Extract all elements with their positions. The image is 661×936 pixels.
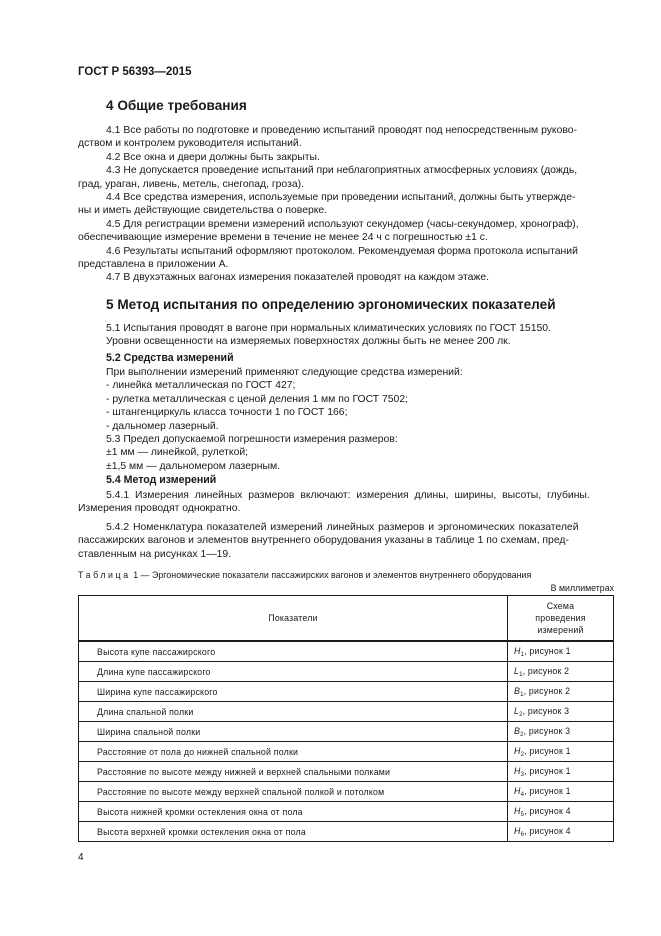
symbol: H	[514, 765, 521, 776]
table-row	[79, 802, 614, 822]
list-item: - рулетка металлическая с ценой деления 1 мм по ГОСТ 7502;	[106, 393, 409, 405]
indicator-name: Длина купе пассажирского	[79, 662, 508, 682]
para-5-4-1-line2: Измерения проводят однократно.	[78, 503, 241, 515]
table-row	[79, 702, 614, 722]
section-4-body	[78, 124, 614, 285]
indicator-name: Высота купе пассажирского	[79, 641, 508, 662]
symbol-index: 4	[520, 791, 525, 798]
list-item: - штангенциркуль класса точности 1 по ГОСТ 166;	[106, 407, 348, 419]
table-row	[79, 662, 614, 682]
scheme-cell	[508, 641, 614, 662]
figure-ref: , рисунок 1	[524, 745, 571, 756]
symbol-index: 2	[520, 731, 524, 738]
table-caption-text: 1 — Эргономические показатели пассажирских вагонов и элементов внутреннего оборудования	[133, 570, 532, 580]
para-4-4-line2: ны и иметь действующие свидетельства о поверке.	[78, 205, 328, 217]
figure-ref: , рисунок 2	[523, 685, 571, 696]
figure-ref: , рисунок 4	[524, 825, 571, 836]
table-header-row	[79, 596, 614, 642]
figure-ref: , рисунок 4	[524, 805, 571, 816]
symbol-index: 1	[520, 651, 525, 658]
para-5-2-intro: При выполнении измерений применяют следующие средства измерений:	[106, 367, 463, 378]
indicator-name: Ширина спальной полки	[79, 722, 508, 742]
scheme-cell	[508, 762, 614, 782]
scheme-cell	[508, 722, 614, 742]
indicator-name: Высота нижней кромки остекления окна от пола	[79, 802, 508, 822]
subsection-5-2-title: 5.2 Средства измерений	[106, 352, 234, 364]
table-row	[79, 641, 614, 662]
table-units: В миллиметрах	[550, 583, 614, 593]
para-4-5-line2: обеспечивающие измерение времени в течение не менее 24 ч с погрешностью ±1 с.	[78, 232, 488, 244]
figure-ref: , рисунок 2	[522, 665, 570, 676]
symbol: H	[514, 785, 521, 796]
symbol: B	[514, 725, 521, 736]
table-row	[79, 682, 614, 702]
symbol: H	[514, 825, 521, 836]
para-5-4-2-line3: ставленным на рисунках 1—19.	[78, 548, 232, 560]
indicator-name: Высота верхней кромки остекления окна от пола	[79, 822, 508, 842]
figure-ref: , рисунок 1	[524, 645, 571, 656]
table-row	[79, 722, 614, 742]
symbol: B	[514, 685, 521, 696]
figure-ref: , рисунок 3	[523, 725, 571, 736]
para-4-7: 4.7 В двухэтажных вагонах измерения показателей проводят на каждом этаже.	[106, 272, 489, 284]
symbol-index: 3	[520, 771, 525, 778]
para-4-6-line1: 4.6 Результаты испытаний оформляют протоколом. Рекомендуемая форма протокола испытаний	[106, 245, 578, 257]
para-4-3-line1: 4.3 Не допускается проведение испытаний при неблагоприятных атмосферных условиях (дождь,	[106, 165, 578, 177]
page-number: 4	[78, 852, 84, 863]
symbol-index: 2	[520, 751, 525, 758]
para-4-1-line2: дством и контролем руководителя испытаний.	[78, 138, 302, 150]
para-4-6-line2: представлена в приложении А.	[78, 259, 229, 271]
symbol: L	[514, 665, 520, 676]
symbol: L	[514, 705, 520, 716]
section-5-title: 5 Метод испытания по определению эргономических показателей	[106, 297, 556, 312]
symbol: H	[514, 805, 521, 816]
para-5-4	[78, 489, 614, 561]
symbol: H	[514, 645, 521, 656]
para-5-4-2-line2: пассажирских вагонов и элементов внутреннего оборудования указаны в таблице 1 по схемам, пред-	[78, 535, 569, 547]
indicator-name: Ширина купе пассажирского	[79, 682, 508, 702]
scheme-cell	[508, 742, 614, 762]
table-row	[79, 782, 614, 802]
para-4-3-line2: град, ураган, ливень, метель, снегопад, гроза).	[78, 178, 304, 190]
symbol-index: 1	[520, 691, 524, 698]
symbol-index: 6	[520, 831, 525, 838]
para-5-3: 5.3 Предел допускаемой погрешности измерения размеров:	[106, 434, 398, 446]
column-header-scheme-label: Схема проведения измерений	[535, 601, 586, 635]
indicator-name: Длина спальной полки	[79, 702, 508, 722]
scheme-cell	[508, 702, 614, 722]
symbol-index: 1	[519, 671, 523, 678]
para-5-1-line1: 5.1 Испытания проводят в вагоне при нормальных климатических условиях по ГОСТ 15150.	[106, 323, 551, 334]
table-caption	[78, 570, 531, 580]
scheme-cell	[508, 782, 614, 802]
para-5-4-2-line1: 5.4.2 Номенклатура показателей измерений линейных размеров и эргономических показателей	[106, 521, 579, 533]
list-item: - линейка металлическая по ГОСТ 427;	[106, 380, 296, 392]
para-4-5-line1: 4.5 Для регистрации времени измерений используют секундомер (часы-секундомер, хронограф),	[106, 218, 579, 230]
para-5-4-1-line1: 5.4.1 Измерения линейных размеров включают: измерения длины, ширины, высоты, глубины.	[106, 490, 590, 501]
table-row	[79, 742, 614, 762]
document-id: ГОСТ Р 56393—2015	[78, 66, 192, 78]
para-4-2: 4.2 Все окна и двери должны быть закрыты.	[106, 151, 320, 163]
para-5-2-list	[106, 366, 614, 473]
ergonomic-indicators-table	[78, 595, 614, 842]
table-row	[79, 762, 614, 782]
scheme-cell	[508, 682, 614, 702]
figure-ref: , рисунок 1	[524, 765, 571, 776]
para-5-1	[106, 322, 614, 349]
list-item: ±1,5 мм — дальномером лазерным.	[106, 460, 280, 472]
para-4-1-line1: 4.1 Все работы по подготовке и проведению испытаний проводят под непосредственным руково-	[106, 125, 578, 136]
figure-ref: , рисунок 1	[524, 785, 571, 796]
symbol-index: 5	[520, 811, 525, 818]
column-header-scheme	[508, 596, 614, 642]
indicator-name: Расстояние от пола до нижней спальной полки	[79, 742, 508, 762]
section-4-title: 4 Общие требования	[106, 98, 247, 113]
figure-ref: , рисунок 3	[522, 705, 570, 716]
scheme-cell	[508, 662, 614, 682]
symbol: H	[514, 745, 521, 756]
para-4-4-line1: 4.4 Все средства измерения, используемые при проведении испытаний, должны быть утвержде-	[106, 192, 576, 204]
para-5-1-line2: Уровни освещенности на измеряемых поверхностях должны быть не менее 200 лк.	[106, 336, 511, 348]
table-row	[79, 822, 614, 842]
scheme-cell	[508, 802, 614, 822]
table-caption-label: Таблица	[78, 570, 131, 580]
symbol-index: 2	[519, 711, 523, 718]
indicator-name: Расстояние по высоте между нижней и верхней спальными полками	[79, 762, 508, 782]
list-item: ±1 мм — линейкой, рулеткой;	[106, 447, 249, 459]
subsection-5-4-title: 5.4 Метод измерений	[106, 474, 217, 486]
list-item: - дальномер лазерный.	[106, 420, 219, 432]
scheme-cell	[508, 822, 614, 842]
indicator-name: Расстояние по высоте между верхней спальной полкой и потолком	[79, 782, 508, 802]
column-header-indicators: Показатели	[79, 596, 508, 642]
